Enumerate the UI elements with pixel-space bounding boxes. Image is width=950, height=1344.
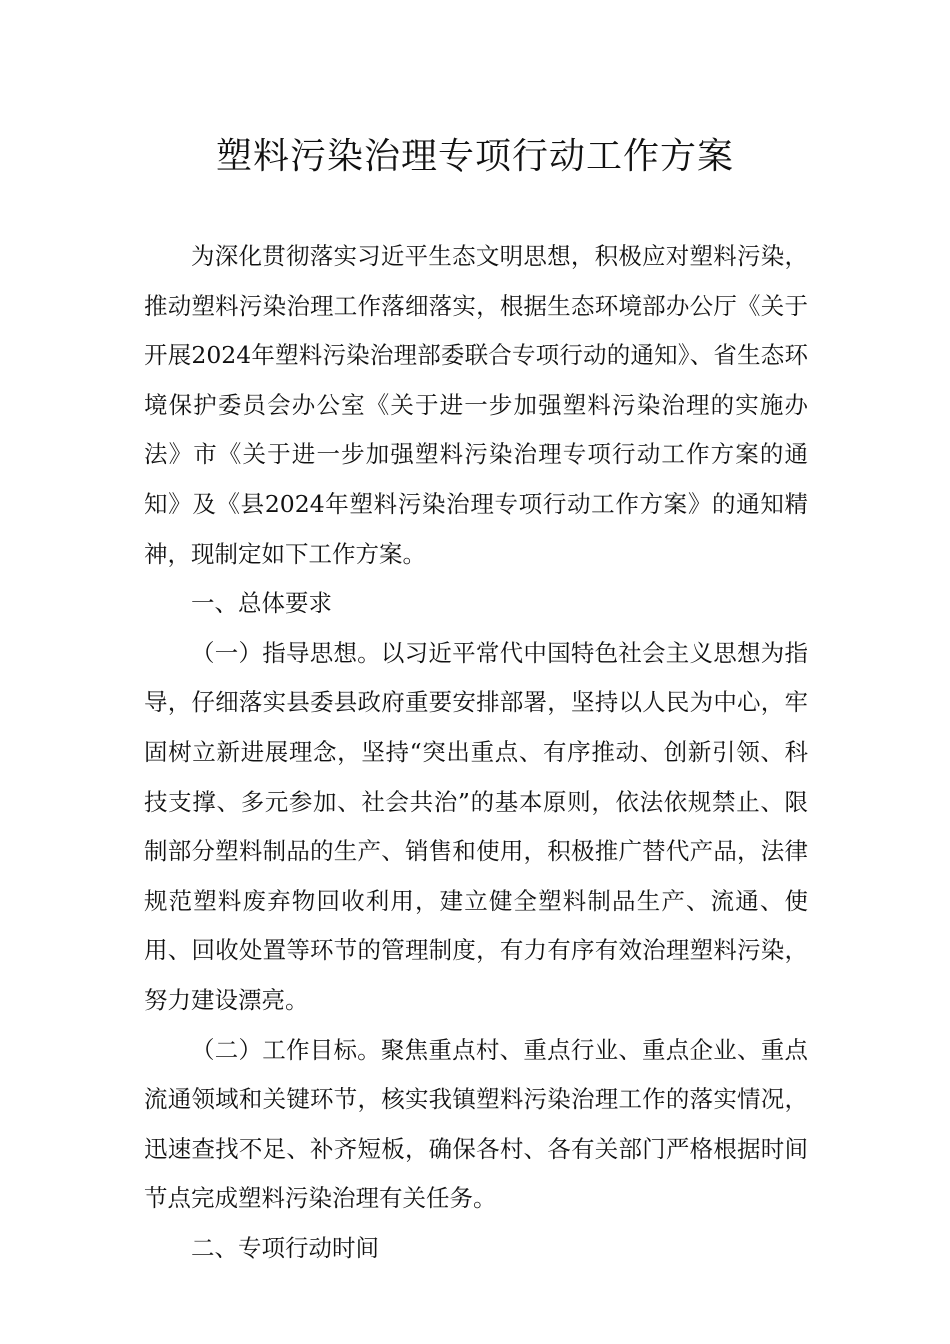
document-body: [144, 232, 808, 1273]
work-objectives-paragraph: （二）工作目标。聚焦重点村、重点行业、重点企业、重点流通领域和关键环节，核实我镇塑料污染治理工作的落实情况，迅速查找不足、补齐短板，确保各村、各有关部门严格根据时间节点完成塑料污染治理有关任务。: [144, 1035, 808, 1213]
section-heading-general-requirements: 一、总体要求: [191, 589, 332, 618]
intro-paragraph: 为深化贯彻落实习近平生态文明思想，积极应对塑料污染，推动塑料污染治理工作落细落实，根据生态环境部办公厅《关于开展2024年塑料污染治理部委联合专项行动的通知》、省生态环境保护委员会办公室《关于进一步加强塑料污染治理的实施办法》市《关于进一步加强塑料污染治理专项行动工作方案的通知》及《县2024年塑料污染治理专项行动工作方案》的通知精神，现制定如下工作方案。: [144, 242, 808, 568]
guiding-ideology-paragraph: （一）指导思想。以习近平常代中国特色社会主义思想为指导，仔细落实县委县政府重要安排部署，坚持以人民为中心，牢固树立新进展理念，坚持“突出重点、有序推动、创新引领、科技支撑、多元参加、社会共治”的基本原则，依法依规禁止、限制部分塑料制品的生产、销售和使用，积极推广替代产品，法律规范塑料废弃物回收利用，建立健全塑料制品生产、流通、使用、回收处置等环节的管理制度，有力有序有效治理塑料污染，努力建设漂亮。: [144, 638, 808, 1014]
document-title: 塑料污染治理专项行动工作方案: [215, 136, 734, 177]
section-heading-action-time: 二、专项行动时间: [191, 1233, 379, 1262]
